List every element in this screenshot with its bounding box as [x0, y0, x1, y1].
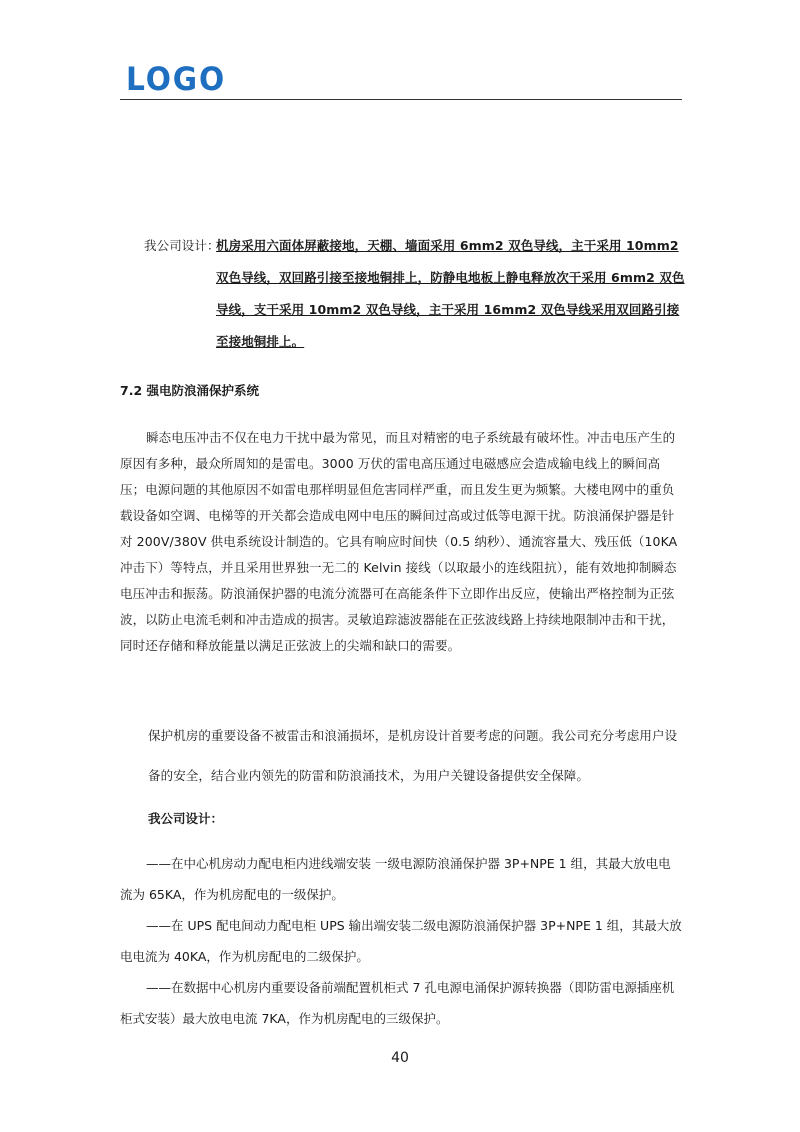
company-logo: [126, 62, 228, 96]
design-statement-label: 我公司设计：: [144, 238, 220, 253]
list-item: ——在 UPS 配电间动力配电柜 UPS 输出端安装二级电源防浪涌保护器 3P+NPE 1 组，其最大放电电流为 40KA，作为机房配电的二级保护。: [120, 918, 682, 964]
header-divider: [120, 99, 682, 100]
paragraph-surge-intro: [120, 425, 682, 659]
list-item: ——在中心机房动力配电柜内进线端安装 一级电源防浪涌保护器 3P+NPE 1 组，其最大放电电流为 65KA，作为机房配电的一级保护。: [120, 856, 671, 902]
protection-levels-list: [120, 848, 682, 1034]
section-heading: 7.2 强电防浪涌保护系统: [120, 383, 259, 398]
page-number: 40: [391, 1050, 409, 1066]
paragraph-surge-intro-text: 瞬态电压冲击不仅在电力干扰中最为常见，而且对精密的电子系统最有破坏性。冲击电压产生的原因有多种，最众所周知的是雷电。3000 万伏的雷电高压通过电磁感应会造成输电线上的瞬间高压；电源问题的其他原因不如雷电那样明显但危害同样严重，而且发生更为频繁。大楼电网中的重负载设备如空调、电梯等的开关都会造成电网中电压的瞬间过高或过低等电源干扰。防浪涌保护器是针对 200V/380V 供电系统设计制造的。它具有响应时间快（0.5 纳秒）、通流容量大、残压低（10KA 冲击下）等特点，并且采用世界独一无二的 Kelvin 接线（以取最小的连线阻抗），能有效地抑制瞬态电压冲击和振荡。防浪涌保护器的电流分流器可在高能条件下立即作出反应，使输出严格控制为正弦波，以防止电流毛刺和冲击造成的损害。灵敏追踪滤波器能在正弦波线路上持续地限制冲击和干扰，同时还存储和释放能量以满足正弦波上的尖端和缺口的需要。: [120, 430, 678, 653]
design-statement-text: 机房采用六面体屏蔽接地，天棚、墙面采用 6mm2 双色导线，主干采用 10mm2 双色导线，双回路引接至接地铜排上，防静电地板上静电释放次干采用 6mm2 双色导线，支干采用 10mm2 双色导线，主干采用 16mm2 双色导线采用双回路引接至接地铜排上。: [216, 238, 685, 349]
paragraph-protection: 保护机房的重要设备不被雷击和浪涌损坏，是机房设计首要考虑的问题。我公司充分考虑用户设备的安全，结合业内领先的防雷和防浪涌技术，为用户关键设备提供安全保障。: [148, 728, 678, 783]
design-sub-heading: 我公司设计：: [148, 811, 224, 826]
list-item: ——在数据中心机房内重要设备前端配置机柜式 7 孔电源电涌保护源转换器（即防雷电源插座机柜式安装）最大放电电流 7KA，作为机房配电的三级保护。: [120, 980, 675, 1026]
logo-text: LOGO: [126, 62, 226, 96]
